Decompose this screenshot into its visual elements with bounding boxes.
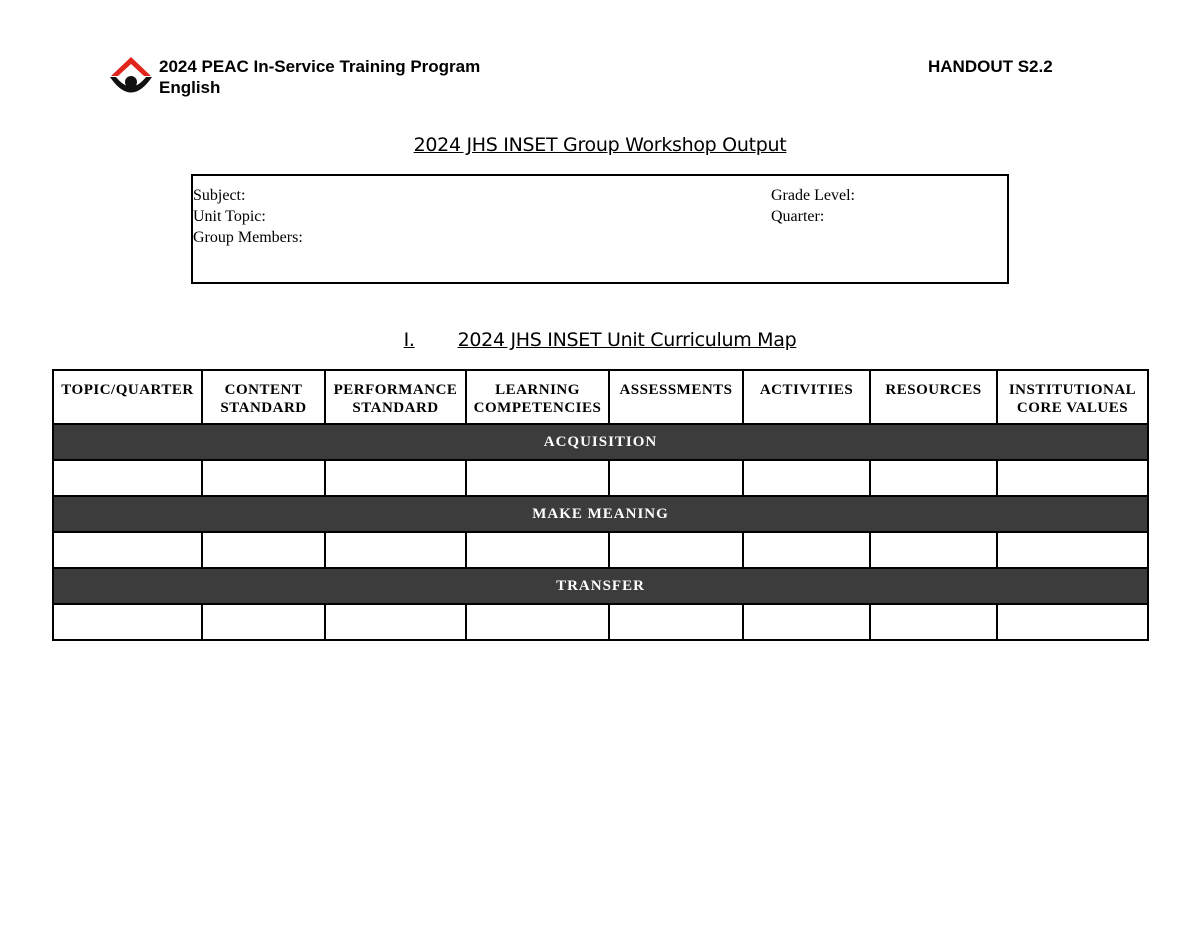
cell-input[interactable] (870, 604, 997, 640)
cell-input[interactable] (325, 604, 466, 640)
cell-input[interactable] (325, 532, 466, 568)
cell-input[interactable] (743, 532, 870, 568)
col-content-standard: CONTENT STANDARD (202, 370, 325, 424)
col-institutional-core-values: INSTITUTIONAL CORE VALUES (997, 370, 1148, 424)
table-row (53, 532, 1148, 568)
header-row (53, 370, 1148, 424)
subject-label: Subject: (193, 187, 246, 204)
cell-input[interactable] (870, 532, 997, 568)
cell-input[interactable] (466, 460, 609, 496)
cell-input[interactable] (997, 532, 1148, 568)
cell-input[interactable] (870, 460, 997, 496)
section-title: 2024 JHS INSET Unit Curriculum Map (457, 329, 797, 351)
cell-input[interactable] (609, 460, 743, 496)
band-row-transfer (53, 568, 1148, 604)
handout-label: HANDOUT S2.2 (928, 57, 1053, 76)
cell-input[interactable] (202, 532, 325, 568)
cell-input[interactable] (53, 460, 202, 496)
band-make-meaning: MAKE MEANING (53, 496, 1148, 532)
program-title: 2024 PEAC In-Service Training Program (159, 57, 481, 76)
band-acquisition: ACQUISITION (53, 424, 1148, 460)
col-activities: ACTIVITIES (743, 370, 870, 424)
cell-input[interactable] (997, 460, 1148, 496)
band-row-acquisition (53, 424, 1148, 460)
curriculum-map-table (52, 369, 1149, 641)
grade-level-label: Grade Level: (771, 187, 855, 204)
col-assessments: ASSESSMENTS (609, 370, 743, 424)
subject-english: English (159, 78, 221, 97)
cell-input[interactable] (609, 604, 743, 640)
col-learning-competencies: LEARNING COMPETENCIES (466, 370, 609, 424)
section-number: I. (403, 329, 415, 351)
cell-input[interactable] (466, 532, 609, 568)
header-title-block (159, 56, 480, 98)
cell-input[interactable] (466, 604, 609, 640)
unit-topic-label: Unit Topic: (193, 208, 266, 225)
cell-input[interactable] (202, 604, 325, 640)
quarter-label: Quarter: (771, 208, 825, 225)
section-heading (0, 329, 1200, 351)
cell-input[interactable] (53, 604, 202, 640)
cell-input[interactable] (997, 604, 1148, 640)
group-info-box (191, 174, 1009, 284)
document-title: 2024 JHS INSET Group Workshop Output (413, 134, 787, 156)
col-performance-standard: PERFORMANCE STANDARD (325, 370, 466, 424)
band-row-make-meaning (53, 496, 1148, 532)
col-resources: RESOURCES (870, 370, 997, 424)
band-transfer: TRANSFER (53, 568, 1148, 604)
col-topic-quarter: TOPIC/QUARTER (53, 370, 202, 424)
cell-input[interactable] (325, 460, 466, 496)
table-row (53, 460, 1148, 496)
table-row (53, 604, 1148, 640)
cell-input[interactable] (609, 532, 743, 568)
cell-input[interactable] (202, 460, 325, 496)
cell-input[interactable] (53, 532, 202, 568)
peac-logo (108, 54, 154, 100)
cell-input[interactable] (743, 604, 870, 640)
group-members-label: Group Members: (193, 229, 303, 246)
cell-input[interactable] (743, 460, 870, 496)
